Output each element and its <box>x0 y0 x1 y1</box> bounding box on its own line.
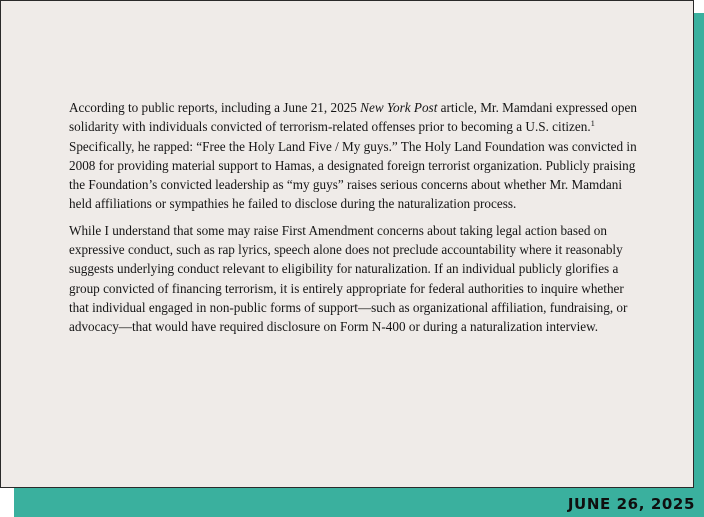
paragraph-1-part-2: article, Mr. Mamdani expressed open solidarity with individuals convicted of terrorism-related offenses prior to becoming a U.S. citizen. <box>69 100 637 135</box>
date-label: JUNE 26, 2025 <box>567 495 695 513</box>
footnote-ref: 1 <box>590 118 595 129</box>
paragraph-1-part-1: According to public reports, including a June 21, 2025 <box>69 100 361 115</box>
publication-name: New York Post <box>360 100 438 115</box>
document-body <box>69 98 641 337</box>
paragraph-1 <box>69 98 641 214</box>
paragraph-1-part-3: Specifically, he rapped: “Free the Holy Land Five / My guys.” The Holy Land Foundation was convicted in 2008 for providing material support to Hamas, a designated foreign terrorist organization. Publicly praising the Foundation’s convicted leadership as “my guys” raises serious concerns about whether Mr. Mamdani held affiliations or sympathies he failed to disclose during the naturalization process. <box>69 138 637 212</box>
paragraph-2: While I understand that some may raise First Amendment concerns about taking legal action based on expressive conduct, such as rap lyrics, speech alone does not preclude accountability where it reasonably suggests underlying conduct relevant to eligibility for naturalization. If an individual publicly glorifies a group convicted of financing terrorism, it is entirely appropriate for federal authorities to inquire whether that individual engaged in non-public forms of support—such as organizational affiliation, fundraising, or advocacy—that would have required disclosure on Form N-400 or during a naturalization interview. <box>69 222 628 335</box>
